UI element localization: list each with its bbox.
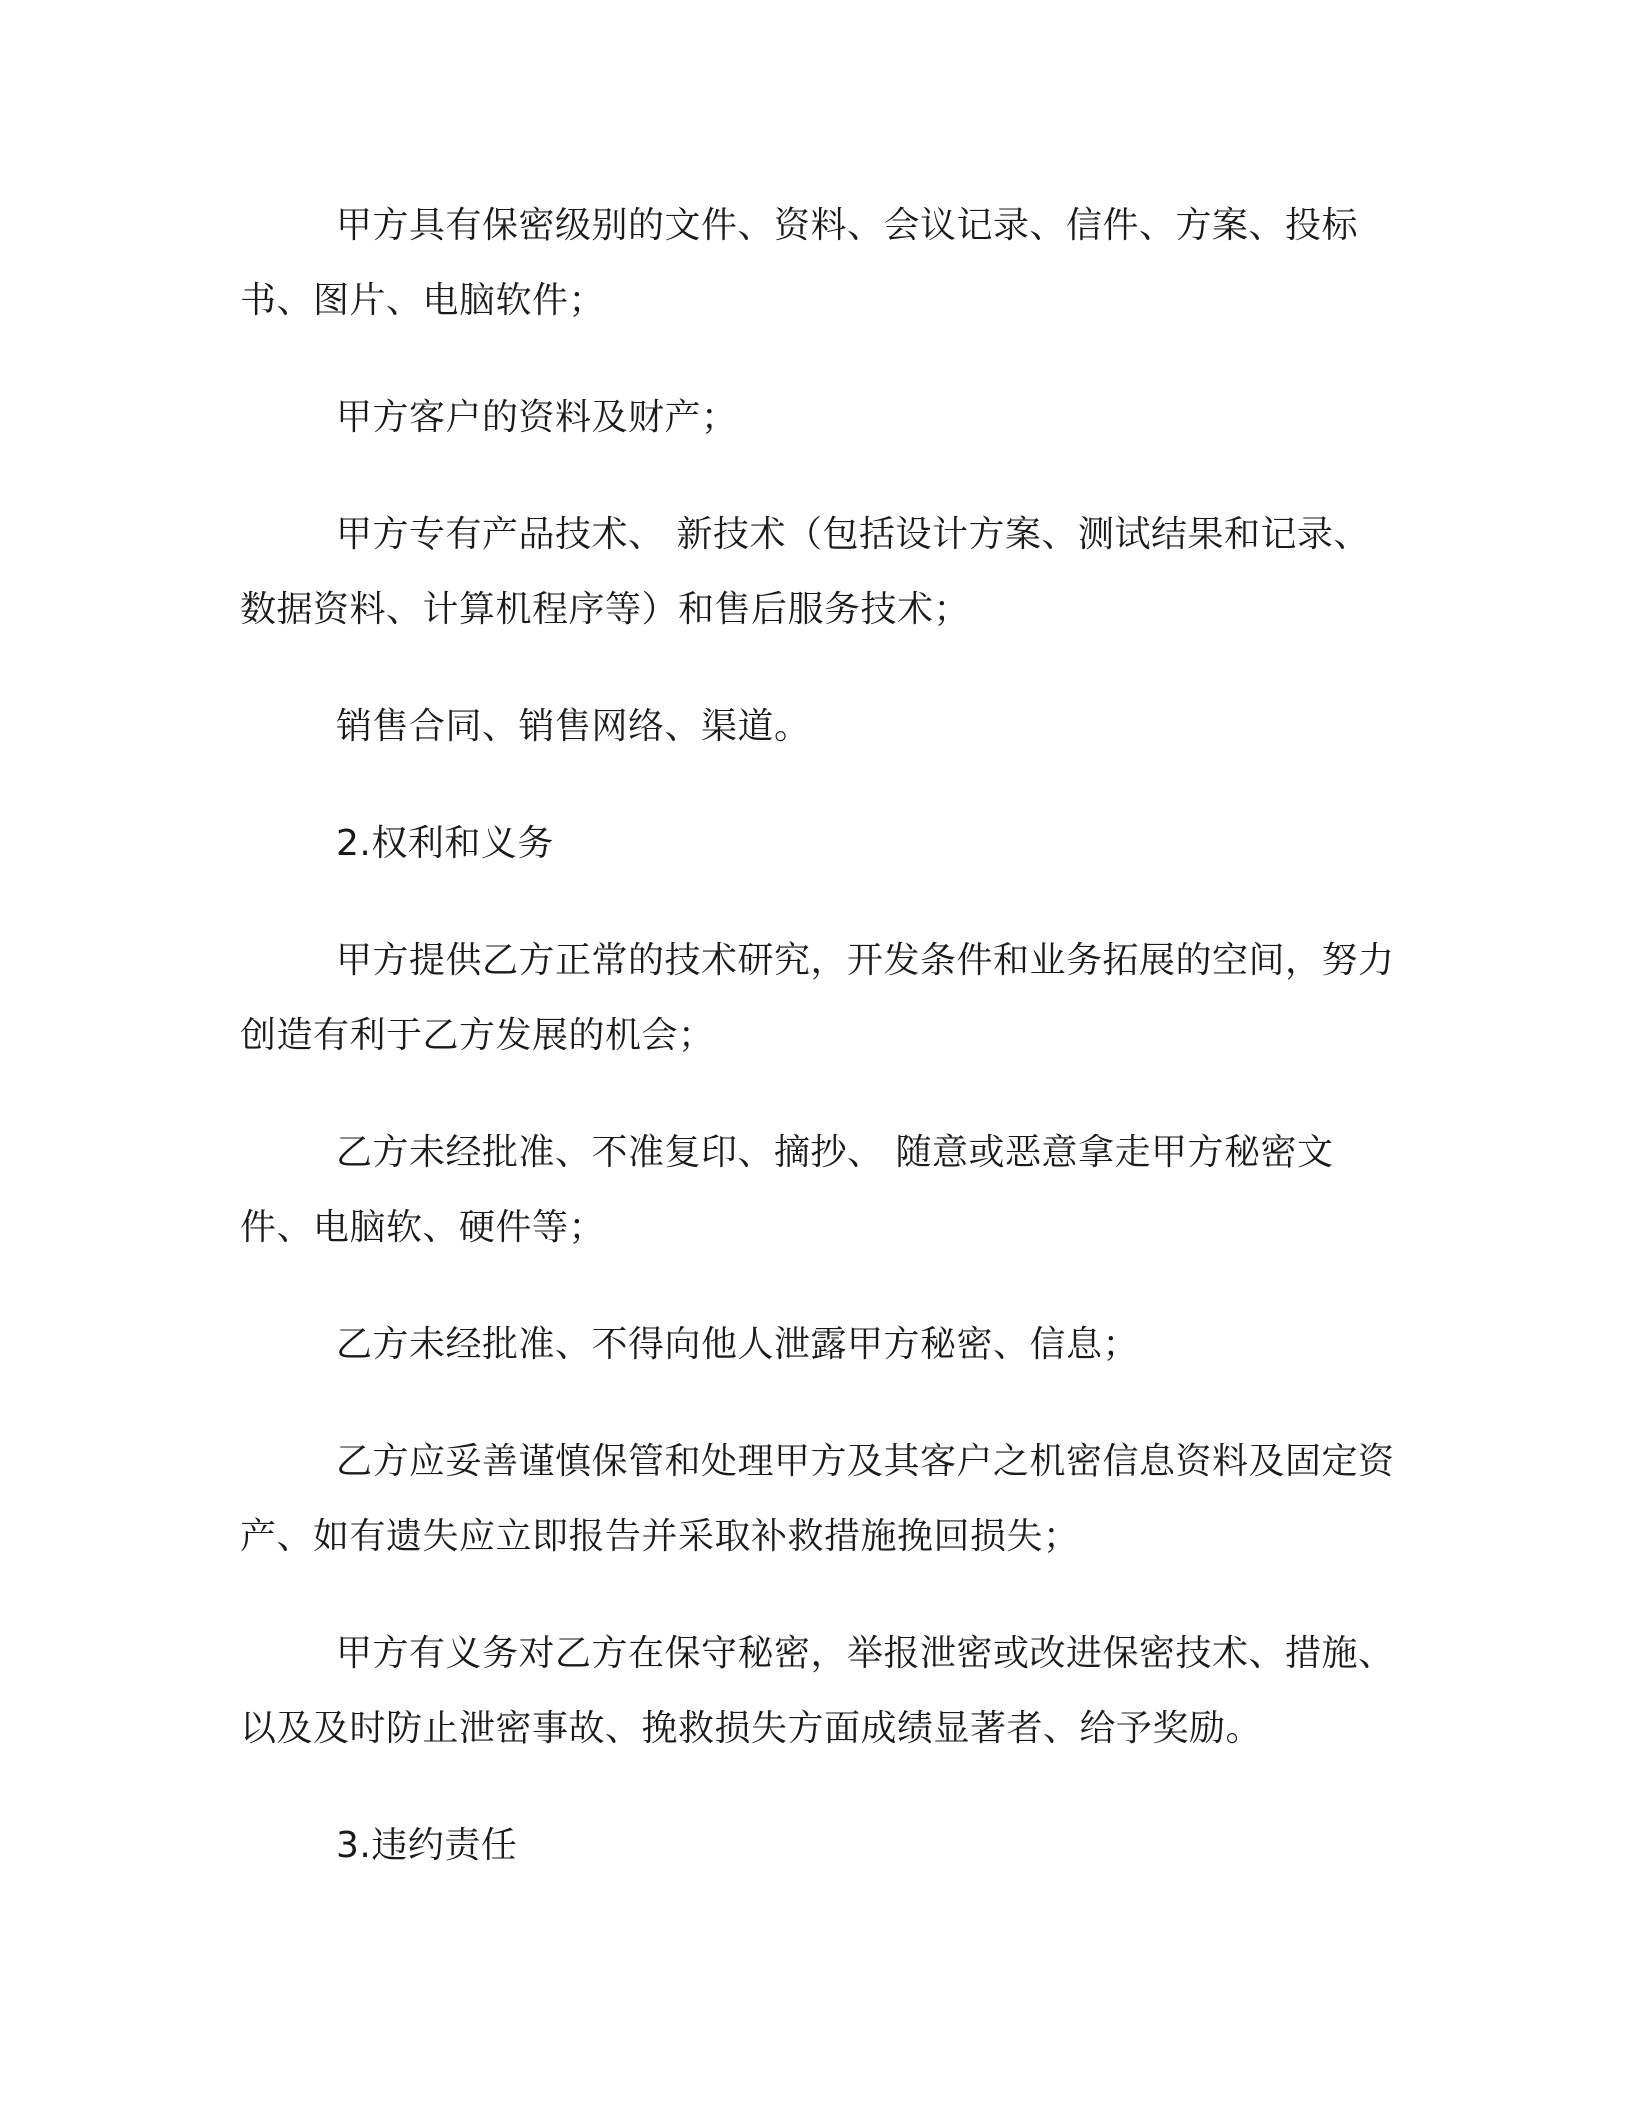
paragraph-no-disclosure: 乙方未经批准、不得向他人泄露甲方秘密、信息； xyxy=(336,1324,1140,1365)
paragraph-sales-network: 销售合同、销售网络、渠道。 xyxy=(336,706,811,747)
paragraph-rewards: 甲方有义务对乙方在保守秘密，举报泄密或改进保密技术、措施、以及及时防止泄密事故、挽救损失方面成绩显著者、给予奖励。 xyxy=(240,1633,1395,1749)
section-heading-breach-liability: 3.违约责任 xyxy=(336,1825,518,1866)
paragraph-proprietary-tech: 甲方专有产品技术、 新技术（包括设计方案、测试结果和记录、数据资料、计算机程序等）和售后服务技术； xyxy=(240,514,1370,630)
paragraph-party-a-provides: 甲方提供乙方正常的技术研究，开发条件和业务拓展的空间，努力创造有利于乙方发展的机会； xyxy=(240,940,1395,1056)
document-body xyxy=(240,188,1400,1925)
paragraph-confidential-files: 甲方具有保密级别的文件、资料、会议记录、信件、方案、投标书、图片、电脑软件； xyxy=(240,205,1359,321)
paragraph-client-data: 甲方客户的资料及财产； xyxy=(336,397,738,438)
paragraph-safekeeping: 乙方应妥善谨慎保管和处理甲方及其客户之机密信息资料及固定资产、如有遗失应立即报告并采取补救措施挽回损失； xyxy=(240,1441,1395,1557)
section-heading-rights-obligations: 2.权利和义务 xyxy=(336,823,554,864)
paragraph-no-copying: 乙方未经批准、不准复印、摘抄、 随意或恶意拿走甲方秘密文件、电脑软、硬件等； xyxy=(240,1132,1334,1248)
